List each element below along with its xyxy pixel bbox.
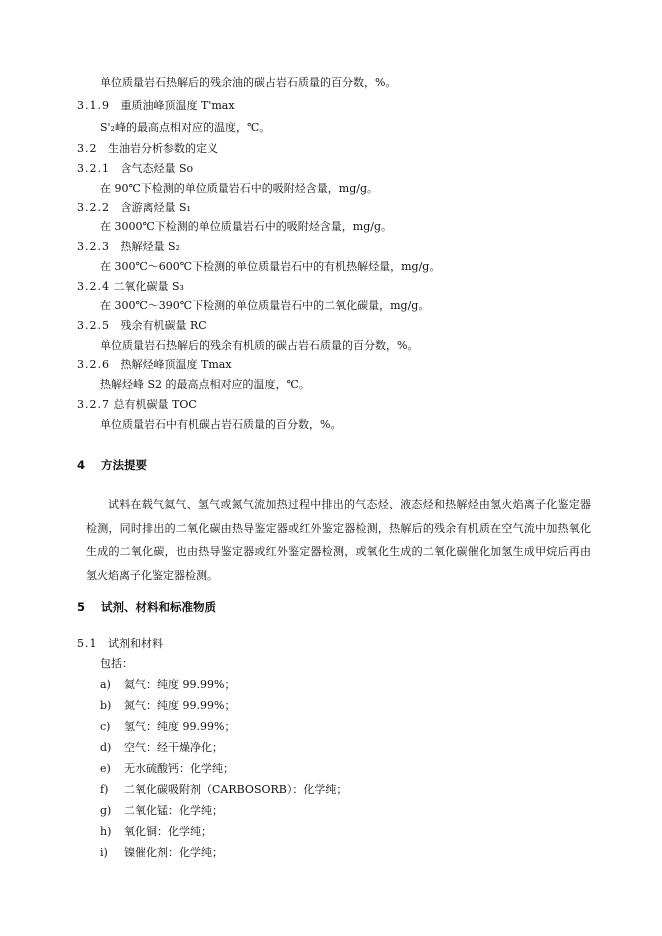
list-item-label: g) <box>100 804 112 817</box>
list-item <box>100 741 223 755</box>
section-4-body: 试料在载气氦气、氢气或氮气流加热过程中排出的气态烃、液态烃和热解烃由氢火焰离子化鉴定器检测，同时排出的二氧化碳由热导鉴定器或红外鉴定器检测，热解后的残余有机质在空气流中加热氧化生成的二氧化碳，也由热导鉴定器或红外鉴定器检测，或氧化生成的二氧化碳催化加氢生成甲烷后再由氢火焰离子化鉴定器检测。 <box>86 498 591 582</box>
list-item <box>100 804 223 818</box>
section-5-heading <box>77 600 216 614</box>
clause-3-2-1 <box>77 162 193 176</box>
clause-5-1 <box>77 637 163 651</box>
section-number: 4 <box>77 458 86 472</box>
list-item-label: e) <box>100 762 111 775</box>
list-item-text: 空气：经干燥净化； <box>124 741 223 754</box>
clause-number: 3.2.2 <box>77 201 110 214</box>
clause-3-2-4 <box>77 280 184 294</box>
list-item-label: i) <box>100 846 108 859</box>
clause-number: 3.1.9 <box>77 99 110 112</box>
clause-title: 重质油峰顶温度 T'max <box>120 99 235 112</box>
clause-title: 总有机碳量 TOC <box>113 398 197 411</box>
list-item <box>100 720 235 734</box>
clause-title: 残余有机碳量 RC <box>120 319 207 332</box>
list-item-text: 镍催化剂：化学纯； <box>124 846 223 859</box>
list-item <box>100 825 212 839</box>
list-item-label: c) <box>100 720 111 733</box>
clause-description: 单位质量岩石中有机碳占岩石质量的百分数，%。 <box>100 418 342 431</box>
list-item-text: 氧化铜：化学纯； <box>124 825 212 838</box>
clause-3-2-7 <box>77 398 197 412</box>
list-item <box>100 783 347 797</box>
clause-title: 热解烃量 S₂ <box>120 240 180 253</box>
clause-title: 试剂和材料 <box>108 637 163 650</box>
clause-title: 生油岩分析参数的定义 <box>108 142 218 155</box>
clause-description: 在 300℃～600℃下检测的单位质量岩石中的有机热解烃量，mg/g。 <box>100 260 441 273</box>
clause-title: 含气态烃量 So <box>120 162 194 175</box>
list-item-label: b) <box>100 699 112 712</box>
clause-3-1-9 <box>77 99 235 113</box>
clause-3-2-2 <box>77 201 191 215</box>
clause-3-2-5 <box>77 319 207 333</box>
list-item <box>100 699 235 713</box>
clause-number: 5.1 <box>77 637 98 650</box>
list-item-text: 二氧化碳吸附剂（CARBOSORB）：化学纯； <box>124 783 348 796</box>
clause-number: 3.2.4 <box>77 280 110 293</box>
list-item-label: a) <box>100 678 111 691</box>
list-item <box>100 678 235 692</box>
list-item <box>100 846 223 860</box>
list-item-text: 氢气：纯度 99.99%； <box>124 720 236 733</box>
clause-description: 在 300℃～390℃下检测的单位质量岩石中的二氧化碳量，mg/g。 <box>100 299 430 312</box>
clause-description: 热解烃峰 S2 的最高点相对应的温度，℃。 <box>100 378 310 391</box>
list-item-text: 氦气：纯度 99.99%； <box>124 678 236 691</box>
text-line: 单位质量岩石热解后的残余油的碳占岩石质量的百分数，%。 <box>100 76 397 89</box>
clause-title: 含游离烃量 S₁ <box>120 201 191 214</box>
clause-description: S'₂峰的最高点相对应的温度，℃。 <box>100 121 271 134</box>
includes-label: 包括： <box>100 657 133 670</box>
section-title: 试剂、材料和标准物质 <box>101 600 217 614</box>
clause-number: 3.2.3 <box>77 240 110 253</box>
section-4-heading <box>77 458 147 472</box>
clause-number: 3.2.1 <box>77 162 110 175</box>
clause-description: 在 3000℃下检测的单位质量岩石中的吸附烃含量，mg/g。 <box>100 220 393 233</box>
clause-number: 3.2 <box>77 142 98 155</box>
list-item-text: 无水硫酸钙：化学纯； <box>124 762 234 775</box>
list-item-label: h) <box>100 825 112 838</box>
clause-number: 3.2.6 <box>77 358 110 371</box>
clause-description: 在 90℃下检测的单位质量岩石中的吸附烃含量，mg/g。 <box>100 182 379 195</box>
section-title: 方法提要 <box>101 458 148 472</box>
list-item <box>100 762 234 776</box>
clause-3-2-6 <box>77 358 232 372</box>
clause-number: 3.2.5 <box>77 319 110 332</box>
list-item-label: f) <box>100 783 109 796</box>
list-item-text: 氮气：纯度 99.99%； <box>124 699 236 712</box>
list-item-label: d) <box>100 741 112 754</box>
section-number: 5 <box>77 600 86 614</box>
list-item-text: 二氧化锰：化学纯； <box>124 804 223 817</box>
clause-title: 热解烃峰顶温度 Tmax <box>120 358 232 371</box>
clause-description: 单位质量岩石热解后的残余有机质的碳占岩石质量的百分数，%。 <box>100 339 419 352</box>
clause-number: 3.2.7 <box>77 398 110 411</box>
clause-3-2 <box>77 142 218 156</box>
clause-title: 二氧化碳量 S₃ <box>113 280 184 293</box>
clause-3-2-3 <box>77 240 180 254</box>
